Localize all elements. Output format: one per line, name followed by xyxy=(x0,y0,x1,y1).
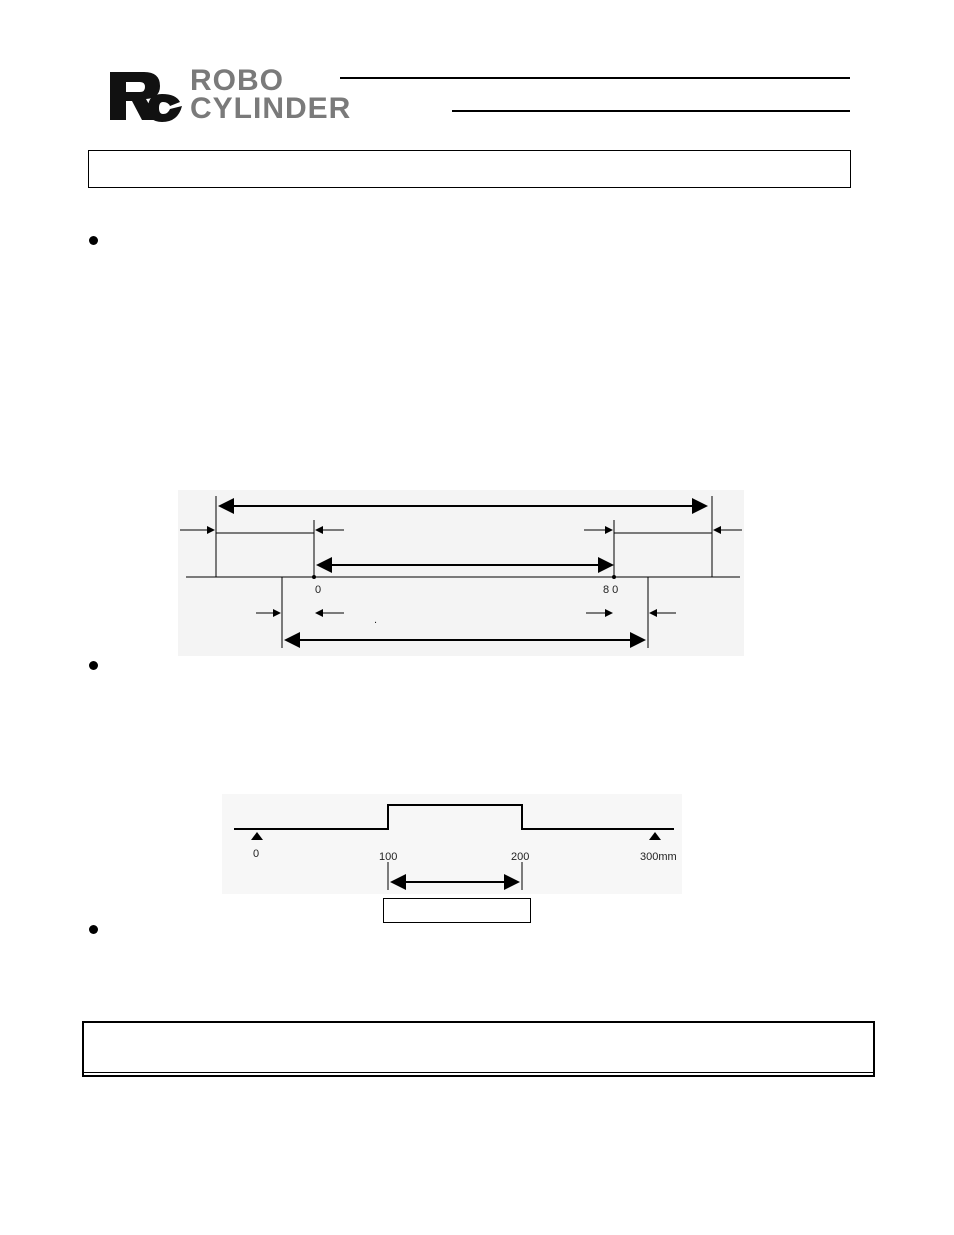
zone-label-box xyxy=(383,898,531,923)
logo-text-robo: ROBO xyxy=(190,64,284,97)
label-zero: 0 xyxy=(315,584,322,596)
header-rule-top xyxy=(340,77,850,79)
header-rule-bottom xyxy=(452,110,850,112)
stroke-range-diagram xyxy=(178,490,744,656)
bullet-icon xyxy=(89,925,98,934)
note-box xyxy=(82,1021,875,1077)
tick-label-300mm: 300mm xyxy=(640,851,677,863)
bullet-icon xyxy=(89,661,98,670)
section-title-box xyxy=(88,150,851,188)
note-box-inner-rule xyxy=(84,1072,873,1073)
bullet-icon xyxy=(89,236,98,245)
dot-mark: . xyxy=(374,614,378,626)
label-end: 8 0 xyxy=(603,584,619,596)
rc-logo-icon xyxy=(104,68,184,124)
logo-text-cylinder: CYLINDER xyxy=(190,92,352,125)
tick-label-200: 200 xyxy=(511,851,530,863)
tick-label-0: 0 xyxy=(253,848,260,860)
zone-signal-diagram xyxy=(222,794,682,894)
tick-label-100: 100 xyxy=(379,851,398,863)
